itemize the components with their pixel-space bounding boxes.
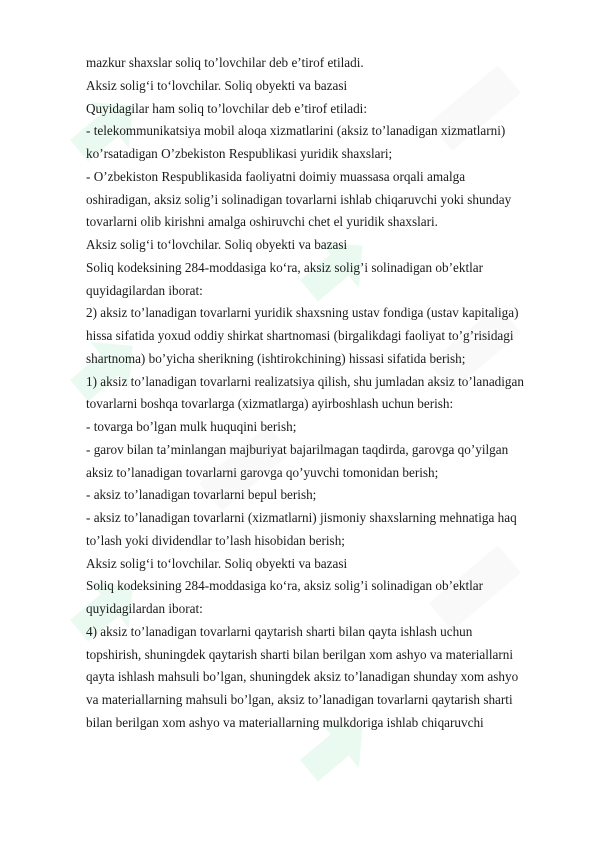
text-line: va materiallarning mahsuli bo’lgan, aksiz to’lanadigan tovarlarni qaytarish sharti [86,692,513,707]
text-line: - O’zbekiston Respublikasida faoliyatni doimiy muassasa orqali amalga [86,168,466,184]
text-line: Aksiz solig‘i to‘lovchilar. Soliq obyekti va bazasi [86,77,348,93]
text-line: - tovarga bo’lgan mulk huquqini berish; [86,419,297,434]
text-line: aksiz to’lanadigan tovarlarni garovga qo’yuvchi tomonidan berish; [86,464,439,480]
text-line: shartnoma) bo’yicha sherikning (ishtirokchining) hissasi sifatida berish; [86,350,466,366]
text-line: tovarlarni boshqa tovarlarga (xizmatlarga) ayirboshlash uchun berish: [86,396,454,412]
text-line: 1) aksiz to’lanadigan tovarlarni realizatsiya qilish, shu jumladan aksiz to’lanadigan [86,373,524,389]
text-line: Quyidagilar ham soliq to’lovchilar deb e’tirof etiladi: [86,100,368,116]
text-line: - aksiz to’lanadigan tovarlarni bepul berish; [86,487,317,503]
text-line: 4) aksiz to’lanadigan tovarlarni qaytarish sharti bilan qayta ishlash uchun [86,623,473,639]
text-line: 2) aksiz to’lanadigan tovarlarni yuridik shaxsning ustav fondiga (ustav kapitaliga) [86,305,519,321]
document-body [86,52,566,735]
text-line: topshirish, shuningdek qaytarish sharti bilan berilgan xom ashyo va materiallarni [86,646,514,662]
text-line: tovarlarni olib kirishni amalga oshiruvchi chet el yuridik shaxslari. [86,214,438,230]
text-line: bilan berilgan xom ashyo va materiallarning mulkdoriga ishlab chiqaruvchi [86,714,484,730]
text-line: mazkur shaxslar soliq to’lovchilar deb e’tirof etiladi. [86,55,364,70]
text-line: oshiradigan, aksiz solig’i solinadigan tovarlarni ishlab chiqaruvchi yoki shunday [86,191,512,207]
text-line: - aksiz to’lanadigan tovarlarni (xizmatlarni) jismoniy shaxslarning mehnatiga haq [86,510,517,525]
text-line: Aksiz solig‘i to‘lovchilar. Soliq obyekti va bazasi [86,555,348,571]
text-line: - telekommunikatsiya mobil aloqa xizmatlarini (aksiz to’lanadigan xizmatlarni) [86,123,506,139]
text-line: - garov bilan ta’minlangan majburiyat bajarilmagan taqdirda, garovga qo’yilgan [86,441,509,457]
text-line: quyidagilardan iborat: [86,282,203,298]
text-line: ko’rsatadigan O’zbekiston Respublikasi yuridik shaxslari; [86,146,393,161]
text-line: quyidagilardan iborat: [86,601,203,616]
text-line: Soliq kodeksining 284-moddasiga ko‘ra, aksiz solig’i solinadigan ob’ektlar [86,259,484,275]
text-line: qayta ishlash mahsuli bo’lgan, shuningdek aksiz to’lanadigan shunday xom ashyo [86,669,519,685]
text-line: hissa sifatida yoxud oddiy shirkat shartnomasi (birgalikdagi faoliyat to’g’risidagi [86,328,514,343]
text-line: Soliq kodeksining 284-moddasiga ko‘ra, aksiz solig’i solinadigan ob’ektlar [86,578,484,594]
text-line: Aksiz solig‘i to‘lovchilar. Soliq obyekti va bazasi [86,237,348,252]
text-line: to’lash yoki dividendlar to’lash hisobidan berish; [86,532,345,548]
